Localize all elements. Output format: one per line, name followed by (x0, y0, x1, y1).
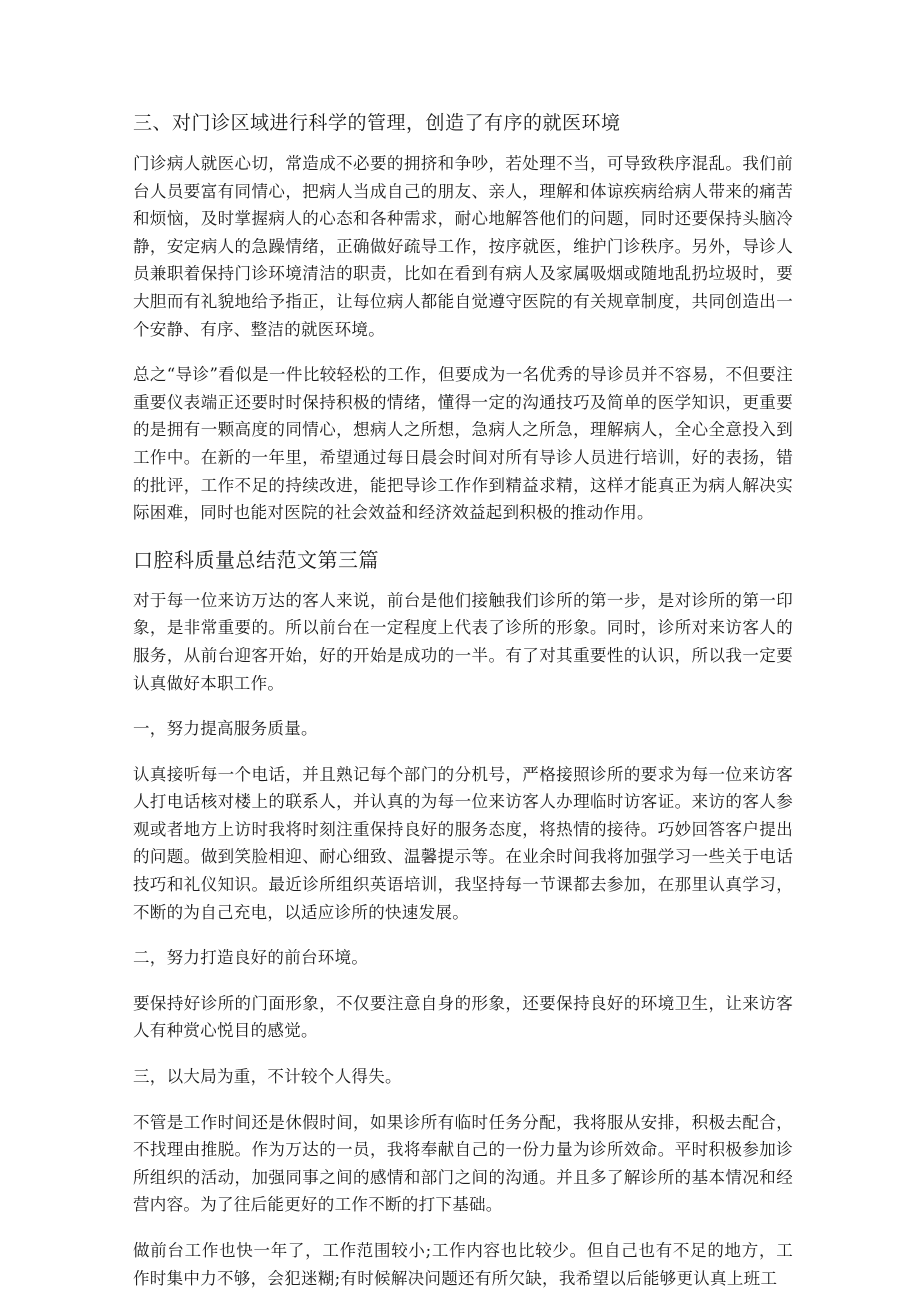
section-heading: 三、对门诊区域进行科学的管理，创造了有序的就医环境 (133, 112, 621, 134)
paragraph: 不管是工作时间还是休假时间，如果诊所有临时任务分配，我将服从安排，积极去配合，不找理由推脱。作为万达的一员，我将奉献自己的一份力量为诊所效命。平时积极参加诊所组织的活动，加强同事之间的感情和部门之间的沟通。并且多了解诊所的基本情况和经营内容。为了往后能更好的工作不断的打下基础。 (133, 1112, 793, 1215)
subheading: 三，以大局为重，不计较个人得失。 (133, 1067, 402, 1087)
paragraph: 门诊病人就医心切，常造成不必要的拥挤和争吵，若处理不当，可导致秩序混乱。我们前台人员要富有同情心，把病人当成自己的朋友、亲人，理解和体谅疾病给病人带来的痛苦和烦恼，及时掌握病人的心态和各种需求，耐心地解答他们的问题，同时还要保持头脑冷静，安定病人的急躁情绪，正确做好疏导工作，按序就医，维护门诊秩序。另外，导诊人员兼职着保持门诊环境清洁的职责，比如在看到有病人及家属吸烟或随地乱扔垃圾时，要大胆而有礼貌地给予指正，让每位病人都能自觉遵守医院的有关规章制度，共同创造出一个安静、有序、整洁的就医环境。 (133, 154, 793, 339)
paragraph: 总之“导诊”看似是一件比较轻松的工作，但要成为一名优秀的导诊员并不容易，不但要注重要仪表端正还要时时保持积极的情绪，懂得一定的沟通技巧及简单的医学知识，更重要的是拥有一颗高度的同情心，想病人之所想，急病人之所急，理解病人，全心全意投入到工作中。在新的一年里，希望通过每日晨会时间对所有导诊人员进行培训，好的表扬，错的批评，工作不足的持续改进，能把导诊工作作到精益求精，这样才能真正为病人解决实际困难，同时也能对医院的社会效益和经济效益起到积极的推动作用。 (133, 365, 793, 523)
paragraph: 要保持好诊所的门面形象，不仅要注意自身的形象，还要保持良好的环境卫生，让来访客人有种赏心悦目的感觉。 (133, 993, 793, 1041)
article-title: 口腔科质量总结范文第三篇 (133, 547, 379, 572)
paragraph: 做前台工作也快一年了，工作范围较小;工作内容也比较少。但自己也有不足的地方，工作时集中力不够，会犯迷糊;有时候解决问题还有所欠缺，我希望以后能够更认真上班工 (133, 1241, 793, 1288)
subheading: 二，努力打造良好的前台环境。 (133, 948, 369, 968)
paragraph: 对于每一位来访万达的客人来说，前台是他们接触我们诊所的第一步，是对诊所的第一印象，是非常重要的。所以前台在一定程度上代表了诊所的形象。同时，诊所对来访客人的服务，从前台迎客开始，好的开始是成功的一半。有了对其重要性的认识，所以我一定要认真做好本职工作。 (133, 590, 793, 693)
paragraph: 认真接听每一个电话，并且熟记每个部门的分机号，严格接照诊所的要求为每一位来访客人打电话核对楼上的联系人，并认真的为每一位来访客人办理临时访客证。来访的客人参观或者地方上访时我将时刻注重保持良好的服务态度，将热情的接待。巧妙回答客户提出的问题。做到笑脸相迎、耐心细致、温馨提示等。在业余时间我将加强学习一些关于电话技巧和礼仪知识。最近诊所组织英语培训，我坚持每一节课都去参加，在那里认真学习，不断的为自己充电，以适应诊所的快速发展。 (133, 764, 793, 922)
document-page (133, 108, 793, 1310)
subheading: 一，努力提高服务质量。 (133, 719, 318, 739)
